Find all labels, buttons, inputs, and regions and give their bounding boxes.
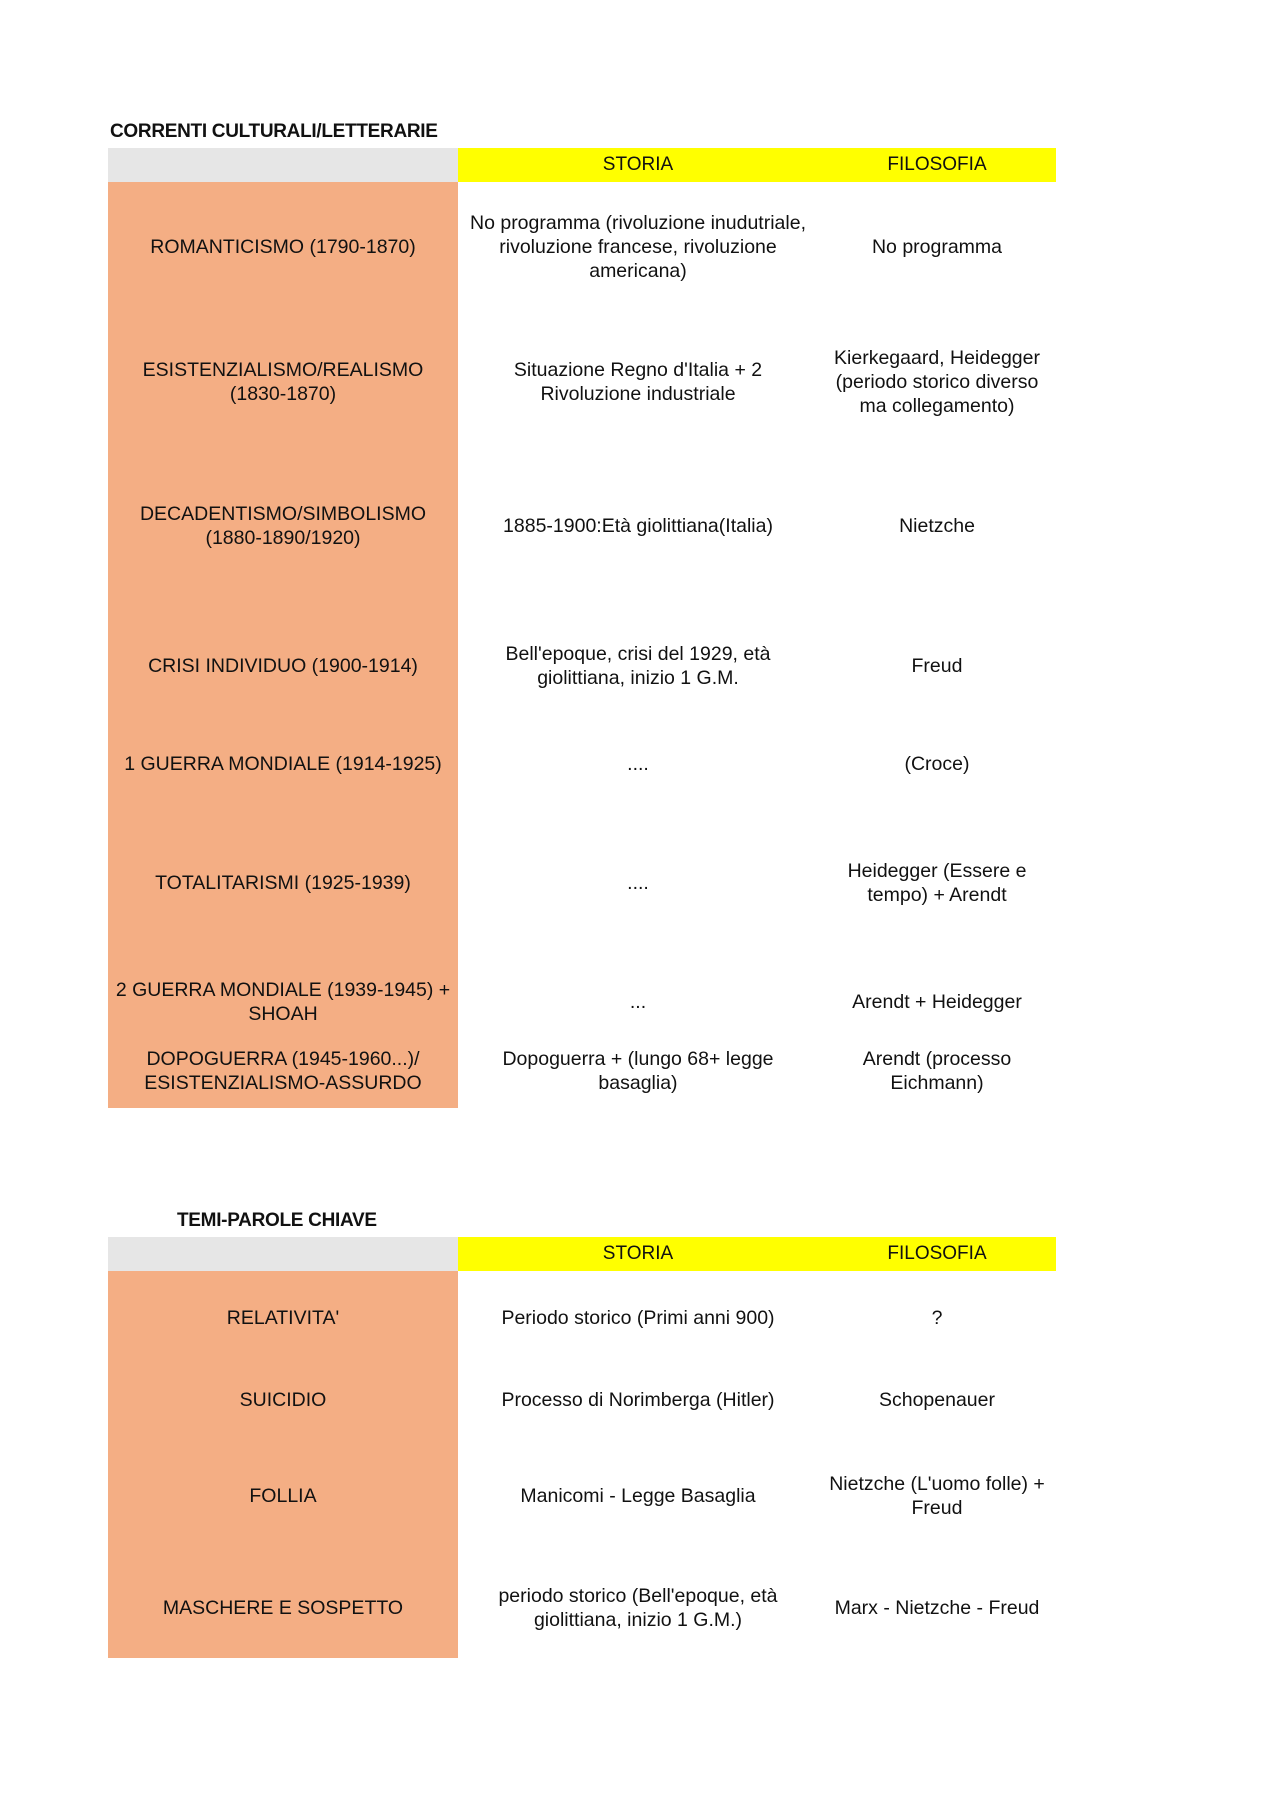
table-row <box>108 970 1056 1034</box>
header-storia: STORIA <box>602 154 674 175</box>
table-row <box>108 1557 1056 1658</box>
storia-cell: .... <box>627 872 649 894</box>
table-row <box>108 452 1056 600</box>
header-filosofia: FILOSOFIA <box>887 1243 987 1264</box>
table-row <box>108 600 1056 732</box>
filosofia-cell: Heidegger (Essere e tempo) + Arendt <box>847 860 1027 906</box>
header-storia: STORIA <box>602 1243 674 1264</box>
corrente-cell: ESISTENZIALISMO/REALISMO (1830-1870) <box>142 359 424 405</box>
table-header <box>108 148 1056 182</box>
table-row <box>108 1435 1056 1557</box>
storia-cell: periodo storico (Bell'epoque, età giolittiana, inizio 1 G.M.) <box>498 1584 778 1631</box>
storia-cell: Processo di Norimberga (Hitler) <box>501 1389 775 1411</box>
table-row <box>108 796 1056 970</box>
corrente-cell: ROMANTICISMO (1790-1870) <box>150 236 416 258</box>
filosofia-cell: Nietzche <box>899 515 975 537</box>
table-row <box>108 1034 1056 1108</box>
header-blank-cell <box>108 148 458 182</box>
corrente-cell: TOTALITARISMI (1925-1939) <box>155 872 411 894</box>
correnti-table <box>108 148 1056 1108</box>
header-blank-cell <box>108 1237 458 1271</box>
storia-cell: Situazione Regno d'Italia + 2 Rivoluzione industriale <box>513 359 763 405</box>
storia-cell: Dopoguerra + (lungo 68+ legge basaglia) <box>502 1048 774 1094</box>
storia-cell: 1885-1900:Età giolittiana(Italia) <box>503 515 773 537</box>
tema-cell: RELATIVITA' <box>226 1307 340 1329</box>
corrente-cell: DECADENTISMO/SIMBOLISMO (1880-1890/1920) <box>139 503 427 549</box>
table-header <box>108 1237 1056 1271</box>
table-row <box>108 1365 1056 1435</box>
section1-title: CORRENTI CULTURALI/LETTERARIE <box>110 121 438 142</box>
tema-cell: MASCHERE E SOSPETTO <box>162 1596 404 1619</box>
filosofia-cell: ? <box>931 1307 943 1329</box>
section2-title: TEMI-PAROLE CHIAVE <box>177 1210 377 1231</box>
tema-cell: FOLLIA <box>249 1485 317 1507</box>
filosofia-cell: Schopenauer <box>878 1389 995 1411</box>
table-row <box>108 732 1056 796</box>
filosofia-cell: (Croce) <box>904 753 970 775</box>
header-filosofia: FILOSOFIA <box>887 154 987 175</box>
tema-cell: SUICIDIO <box>239 1389 327 1411</box>
storia-cell: No programma (rivoluzione inudutriale, rivoluzione francese, rivoluzione americana) <box>470 212 806 282</box>
corrente-cell: DOPOGUERRA (1945-1960...)/ ESISTENZIALISMO-ASSURDO <box>144 1048 422 1094</box>
table-row <box>108 182 1056 312</box>
filosofia-cell: Arendt (processo Eichmann) <box>862 1048 1012 1094</box>
corrente-cell: 1 GUERRA MONDIALE (1914-1925) <box>124 753 442 775</box>
filosofia-cell: Freud <box>911 655 963 677</box>
corrente-cell: CRISI INDIVIDUO (1900-1914) <box>148 655 418 677</box>
storia-cell: Bell'epoque, crisi del 1929, età giolittiana, inizio 1 G.M. <box>505 643 771 689</box>
corrente-cell: 2 GUERRA MONDIALE (1939-1945) + SHOAH <box>115 979 451 1025</box>
filosofia-cell: Kierkegaard, Heidegger (periodo storico diverso ma collegamento) <box>834 347 1040 417</box>
storia-cell: Manicomi - Legge Basaglia <box>520 1485 756 1507</box>
storia-cell: Periodo storico (Primi anni 900) <box>501 1307 775 1329</box>
table-row <box>108 312 1056 452</box>
table-row <box>108 1271 1056 1365</box>
filosofia-cell: Marx - Nietzche - Freud <box>834 1596 1040 1619</box>
storia-cell: .... <box>627 753 649 775</box>
filosofia-cell: Arendt + Heidegger <box>852 991 1022 1013</box>
temi-table <box>108 1237 1056 1657</box>
filosofia-cell: No programma <box>871 236 1003 258</box>
filosofia-cell: Nietzche (L'uomo folle) + Freud <box>829 1473 1045 1519</box>
storia-cell: ... <box>629 991 647 1013</box>
